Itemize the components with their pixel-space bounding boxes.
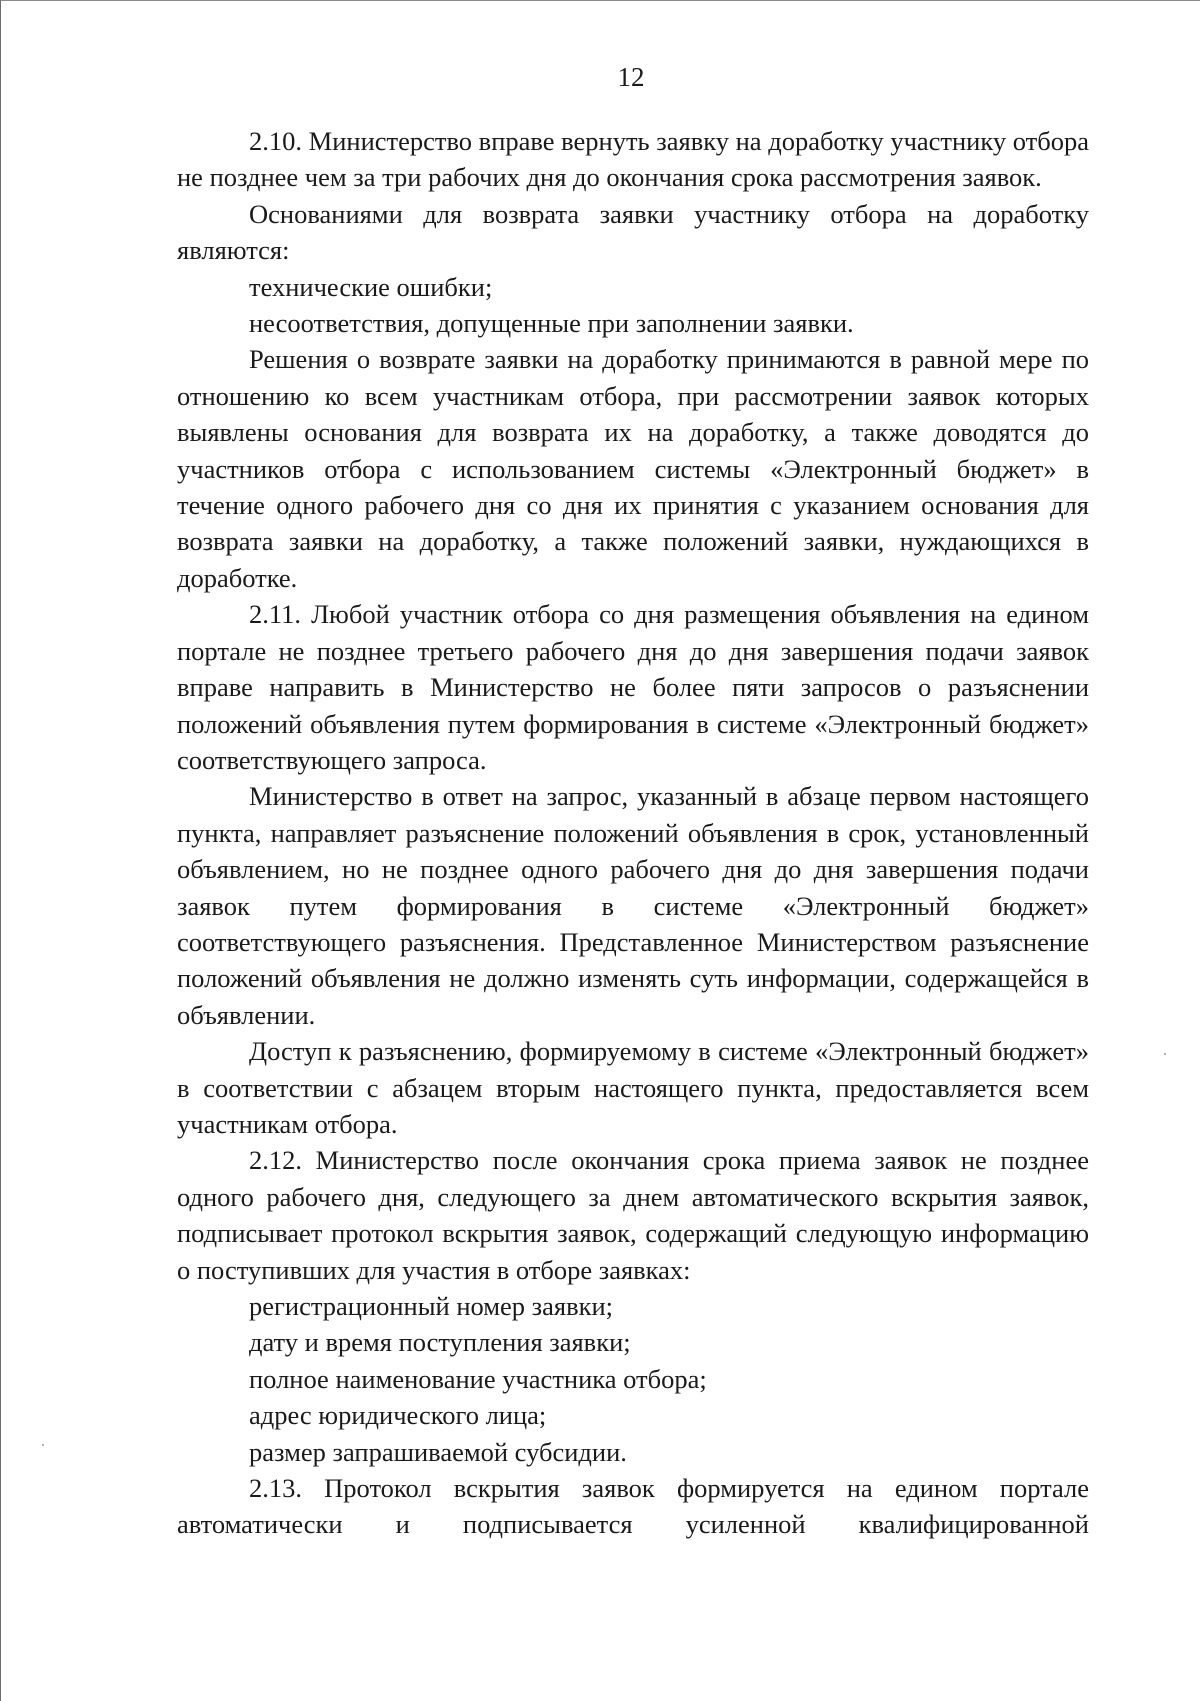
scan-speck bbox=[1164, 1053, 1166, 1055]
page-number: 12 bbox=[617, 62, 645, 92]
list-item-registration-number: регистрационный номер заявки; bbox=[249, 1291, 614, 1321]
list-item-subsidy-amount: размер запрашиваемой субсидии. bbox=[249, 1436, 627, 1467]
paragraph-2-12: 2.12. Министерство после окончания срока приема заявок не позднее одного рабочего дня, следующего за днем автоматического вскрытия заявок, подписывает протокол вскрытия заявок, содержащий следующую информацию о поступивших для участия в отборе заявках: bbox=[177, 1145, 1089, 1285]
list-item-date-time: дату и время поступления заявки; bbox=[249, 1327, 631, 1358]
paragraph-2-13: 2.13. Протокол вскрытия заявок формируется на едином портале автоматически и подписывается усиленной квалифицированной bbox=[177, 1473, 1089, 1540]
document-body bbox=[177, 123, 1089, 1543]
scan-speck bbox=[42, 1444, 44, 1446]
list-item-inconsistencies: несоответствия, допущенные при заполнении заявки. bbox=[249, 308, 854, 339]
paragraph-return-grounds: Основаниями для возврата заявки участнику отбора на доработку являются: bbox=[177, 198, 1089, 266]
paragraph-2-10: 2.10. Министерство вправе вернуть заявку на доработку участнику отбора не позднее чем за три рабочих дня до окончания срока рассмотрения заявок. bbox=[177, 126, 1089, 193]
list-item-technical-errors: технические ошибки; bbox=[249, 271, 493, 302]
paragraph-return-decisions: Решения о возврате заявки на доработку принимаются в равной мере по отношению ко всем участникам отбора, при рассмотрении заявок которых выявлены основания для возврата их на доработку, а также доводятся до участников отбора с использованием системы «Электронный бюджет» в течение одного рабочего дня со дня их принятия с указанием основания для возврата заявки на доработку, а также положений заявки, нуждающихся в доработке. bbox=[177, 344, 1089, 593]
list-item-participant-name: полное наименование участника отбора; bbox=[249, 1363, 707, 1394]
paragraph-clarification-access: Доступ к разъяснению, формируемому в системе «Электронный бюджет» в соответствии с абзацем вторым настоящего пункта, предоставляется всем участникам отбора. bbox=[177, 1036, 1089, 1139]
list-item-legal-address: адрес юридического лица; bbox=[249, 1400, 547, 1431]
paragraph-2-11: 2.11. Любой участник отбора со дня размещения объявления на едином портале не позднее третьего рабочего дня до дня завершения подачи заявок вправе направить в Министерство не более пяти запросов о разъяснении положений объявления путем формирования в системе «Электронный бюджет» соответствующего запроса. bbox=[177, 599, 1089, 775]
paragraph-ministry-response: Министерство в ответ на запрос, указанный в абзаце первом настоящего пункта, направляет разъяснение положений объявления в срок, установленный объявлением, но не позднее одного рабочего дня до дня завершения подачи заявок путем формирования в системе «Электронный бюджет» соответствующего разъяснения. Представленное Министерством разъяснение положений объявления не должно изменять суть информации, содержащейся в объявлении. bbox=[177, 781, 1089, 1030]
